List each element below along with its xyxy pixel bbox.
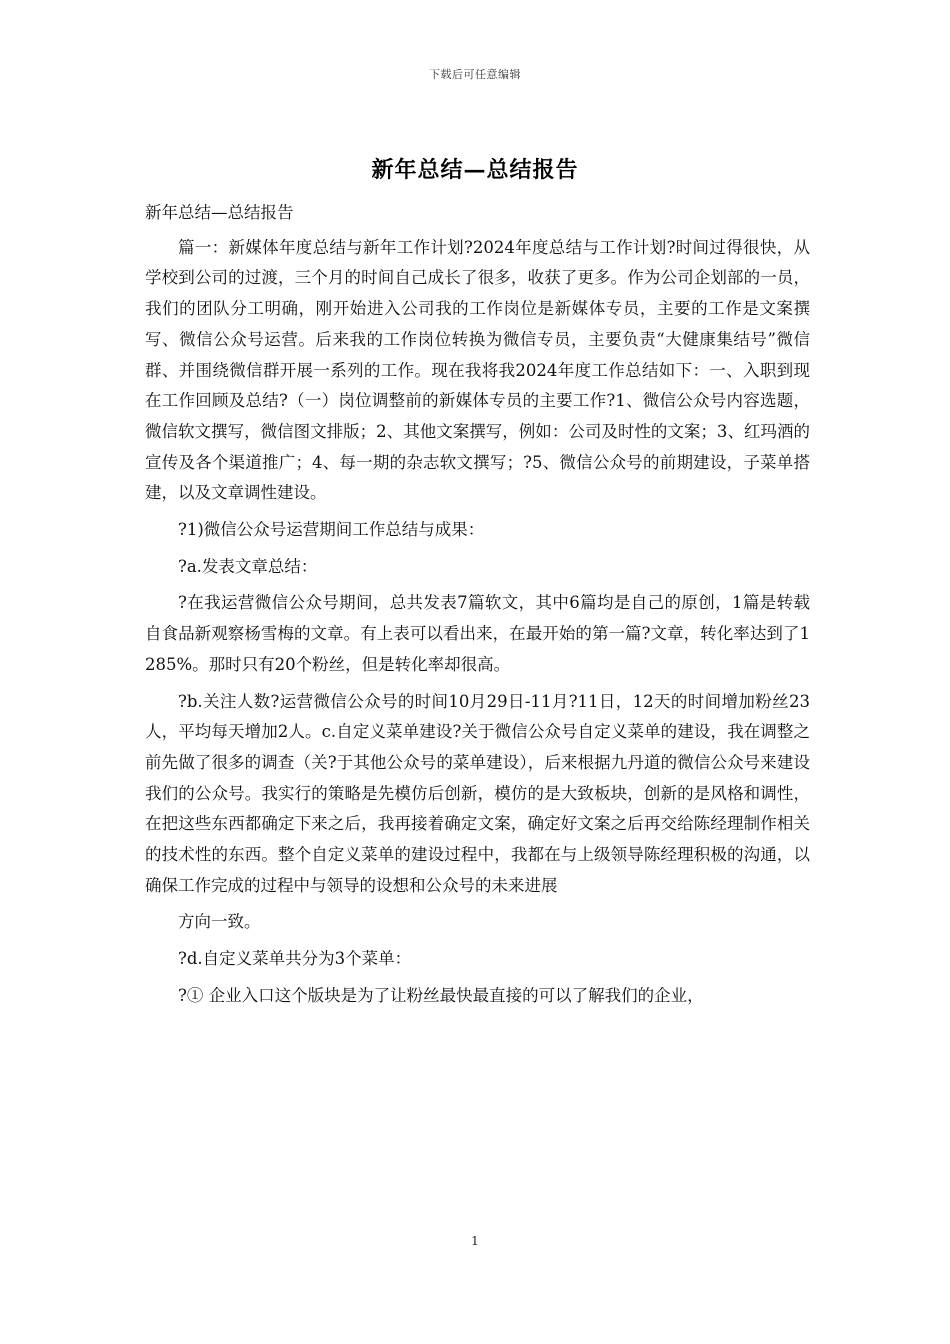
paragraph: 篇一：新媒体年度总结与新年工作计划?2024年度总结与工作计划?时间过得很快，从学校到公司的过渡，三个月的时间自己成长了很多，收获了更多。作为公司企划部的一员，我们的团队分工明确，刚开始进入公司我的工作岗位是新媒体专员，主要的工作是文案撰写、微信公众号运营。后来我的工作岗位转换为微信专员，主要负责“大健康集结号”微信群、并围绕微信群开展一系列的工作。现在我将我2024年度工作总结如下：一、入职到现在工作回顾及总结?（一）岗位调整前的新媒体专员的主要工作?1、微信公众号内容选题，微信软文撰写，微信图文排版；2、其他文案撰写，例如：公司及时性的文案；3、红玛酒的宣传及各个渠道推广；4、每一期的杂志软文撰写；?5、微信公众号的前期建设，子菜单搭建，以及文章调性建设。 <box>145 237 810 503</box>
paragraph: ?b.关注人数?运营微信公众号的时间10月29日-11月?11日，12天的时间增加粉丝23人，平均每天增加2人。c.自定义菜单建设?关于微信公众号自定义菜单的建设，我在调整之前先做了很多的调查（关?于其他公众号的菜单建设），后来根据九丹道的微信公众号来建设我们的公众号。我实行的策略是先模仿后创新，模仿的是大致板块，创新的是风格和调性，在把这些东西都确定下来之后，我再接着确定文案，确定好文案之后再交给陈经理制作相关的技术性的东西。整个自定义菜单的建设过程中，我都在与上级领导陈经理积极的沟通，以确保工作完成的过程中与领导的设想和公众号的未来进展 <box>145 691 810 895</box>
paragraph: ?a.发表文章总结： <box>178 556 318 576</box>
document-subtitle: 新年总结—总结报告 <box>145 203 294 222</box>
document-title: 新年总结—总结报告 <box>371 157 579 183</box>
header-note: 下载后可任意编辑 <box>429 68 521 81</box>
paragraph: ?1)微信公众号运营期间工作总结与成果： <box>178 520 485 540</box>
paragraph: ?d.自定义菜单共分为3个菜单： <box>178 949 412 969</box>
paragraph: ?① 企业入口这个版块是为了让粉丝最快最直接的可以了解我们的企业， <box>178 985 704 1005</box>
document-body <box>145 198 810 1018</box>
page-number: 1 <box>471 1234 479 1248</box>
paragraph: ?在我运营微信公众号期间，总共发表7篇软文，其中6篇均是自己的原创，1篇是转载自食品新观察杨雪梅的文章。有上表可以看出来，在最开始的第一篇?文章，转化率达到了1285%。那时只有20个粉丝，但是转化率却很高。 <box>145 593 810 674</box>
paragraph: 方向一致。 <box>178 912 261 932</box>
